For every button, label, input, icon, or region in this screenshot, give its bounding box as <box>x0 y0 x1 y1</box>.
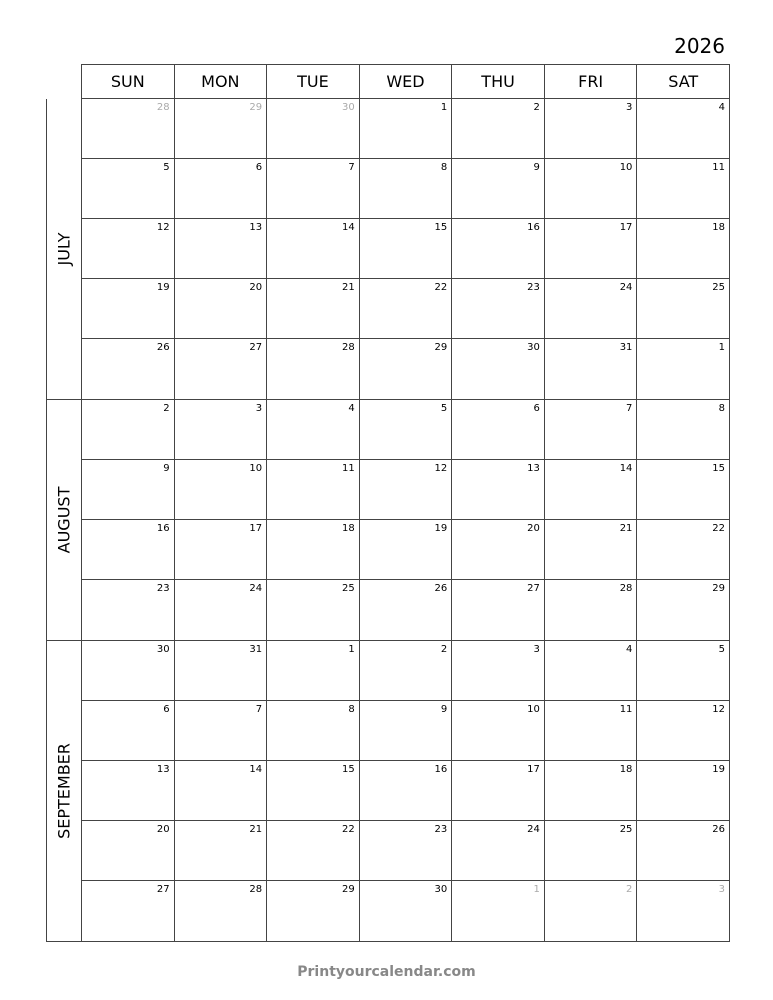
day-number: 9 <box>533 162 540 173</box>
day-cell <box>267 821 360 881</box>
day-number: 25 <box>619 824 633 835</box>
day-number: 18 <box>619 764 633 775</box>
weekday-header-tue: TUE <box>267 65 360 99</box>
day-cell <box>637 219 730 279</box>
day-number: 5 <box>718 644 725 655</box>
day-cell <box>545 339 638 399</box>
day-number: 13 <box>156 764 170 775</box>
day-number: 10 <box>527 704 540 715</box>
month-day-grid <box>82 99 730 399</box>
weekday-header-row <box>81 64 730 99</box>
day-cell <box>545 279 638 339</box>
day-number: 7 <box>626 403 633 414</box>
day-number: 30 <box>156 644 170 655</box>
day-number: 7 <box>348 162 355 173</box>
day-number: 1 <box>533 884 540 895</box>
day-cell <box>360 881 453 941</box>
day-number: 17 <box>249 523 263 534</box>
day-number: 19 <box>156 282 170 293</box>
day-number: 26 <box>434 583 448 594</box>
day-number: 17 <box>527 764 540 775</box>
day-cell <box>545 821 638 881</box>
weekday-header-thu: THU <box>452 65 545 99</box>
month-label-column <box>47 400 82 640</box>
day-cell <box>545 159 638 219</box>
day-number: 20 <box>527 523 540 534</box>
month-day-grid <box>82 400 730 640</box>
day-number: 18 <box>341 523 355 534</box>
day-number: 27 <box>156 884 170 895</box>
day-number: 20 <box>156 824 170 835</box>
day-number: 9 <box>440 704 448 715</box>
day-number: 25 <box>712 282 725 293</box>
day-number: 21 <box>619 523 633 534</box>
day-number: 28 <box>619 583 633 594</box>
day-cell <box>360 460 453 520</box>
day-cell <box>175 761 268 821</box>
day-number: 1 <box>348 644 355 655</box>
day-number: 6 <box>533 403 540 414</box>
day-cell <box>637 400 730 460</box>
day-cell <box>82 159 175 219</box>
day-cell <box>545 520 638 580</box>
day-number: 10 <box>619 162 633 173</box>
day-cell <box>545 99 638 159</box>
day-number: 13 <box>249 222 263 233</box>
day-cell <box>267 400 360 460</box>
day-cell <box>545 641 638 701</box>
day-cell <box>545 219 638 279</box>
day-number: 11 <box>712 162 725 173</box>
day-number: 2 <box>440 644 448 655</box>
day-number: 2 <box>533 102 540 113</box>
day-cell <box>82 761 175 821</box>
month-label: AUGUST <box>54 486 74 554</box>
day-number: 3 <box>255 403 263 414</box>
day-cell <box>82 641 175 701</box>
day-number: 6 <box>163 704 170 715</box>
day-number: 1 <box>718 342 725 353</box>
day-cell <box>452 580 545 640</box>
day-number: 4 <box>626 644 633 655</box>
day-number: 30 <box>341 102 355 113</box>
day-number: 5 <box>440 403 448 414</box>
day-cell <box>82 99 175 159</box>
day-cell <box>175 99 268 159</box>
day-cell <box>545 580 638 640</box>
day-cell <box>175 881 268 941</box>
day-cell <box>545 761 638 821</box>
day-number: 11 <box>619 704 633 715</box>
day-number: 2 <box>626 884 633 895</box>
day-number: 30 <box>527 342 540 353</box>
day-cell <box>175 701 268 761</box>
day-number: 14 <box>249 764 263 775</box>
day-number: 10 <box>249 463 263 474</box>
day-number: 22 <box>434 282 448 293</box>
day-number: 28 <box>249 884 263 895</box>
day-cell <box>452 159 545 219</box>
day-cell <box>175 400 268 460</box>
day-number: 12 <box>434 463 448 474</box>
day-number: 21 <box>249 824 263 835</box>
day-number: 22 <box>341 824 355 835</box>
month-label: SEPTEMBER <box>54 743 74 839</box>
day-cell <box>175 279 268 339</box>
day-cell <box>637 460 730 520</box>
day-number: 4 <box>348 403 355 414</box>
day-number: 23 <box>156 583 170 594</box>
day-cell <box>82 460 175 520</box>
day-cell <box>82 279 175 339</box>
day-number: 30 <box>434 884 448 895</box>
day-number: 19 <box>712 764 725 775</box>
day-cell <box>175 219 268 279</box>
day-number: 13 <box>527 463 540 474</box>
day-cell <box>452 339 545 399</box>
day-cell <box>360 339 453 399</box>
day-number: 24 <box>527 824 540 835</box>
day-number: 29 <box>712 583 725 594</box>
day-number: 20 <box>249 282 263 293</box>
day-number: 31 <box>619 342 633 353</box>
day-cell <box>267 520 360 580</box>
day-number: 3 <box>718 884 725 895</box>
day-cell <box>175 520 268 580</box>
day-cell <box>360 219 453 279</box>
day-cell <box>452 881 545 941</box>
day-cell <box>267 339 360 399</box>
day-cell <box>545 460 638 520</box>
day-cell <box>637 641 730 701</box>
day-number: 26 <box>156 342 170 353</box>
day-number: 18 <box>712 222 725 233</box>
weekday-header-mon: MON <box>175 65 268 99</box>
day-cell <box>175 339 268 399</box>
weekday-header-sat: SAT <box>637 65 730 99</box>
day-cell <box>545 881 638 941</box>
day-cell <box>637 99 730 159</box>
day-number: 16 <box>527 222 540 233</box>
day-cell <box>175 460 268 520</box>
day-cell <box>360 761 453 821</box>
day-number: 24 <box>619 282 633 293</box>
day-cell <box>637 520 730 580</box>
day-cell <box>82 520 175 580</box>
day-cell <box>360 580 453 640</box>
day-cell <box>82 580 175 640</box>
day-cell <box>452 219 545 279</box>
day-number: 15 <box>341 764 355 775</box>
day-number: 22 <box>712 523 725 534</box>
day-number: 29 <box>249 102 263 113</box>
month-label: JULY <box>54 232 74 266</box>
day-number: 24 <box>249 583 263 594</box>
day-cell <box>360 99 453 159</box>
day-cell <box>82 821 175 881</box>
day-cell <box>637 279 730 339</box>
day-number: 25 <box>341 583 355 594</box>
day-number: 15 <box>434 222 448 233</box>
day-number: 9 <box>163 463 170 474</box>
weekday-header-sun: SUN <box>82 65 175 99</box>
month-label-column <box>47 641 82 941</box>
weekday-header-fri: FRI <box>545 65 638 99</box>
day-number: 29 <box>341 884 355 895</box>
day-number: 29 <box>434 342 448 353</box>
day-number: 8 <box>348 704 355 715</box>
day-cell <box>452 460 545 520</box>
month-label-column <box>47 99 82 399</box>
day-cell <box>637 580 730 640</box>
day-number: 7 <box>255 704 263 715</box>
day-cell <box>452 520 545 580</box>
day-number: 5 <box>163 162 170 173</box>
day-number: 6 <box>255 162 263 173</box>
day-number: 11 <box>341 463 355 474</box>
day-cell <box>267 580 360 640</box>
footer-brand: Printyourcalendar.com <box>297 964 476 980</box>
day-cell <box>452 821 545 881</box>
day-cell <box>267 279 360 339</box>
weekday-header-wed: WED <box>360 65 453 99</box>
day-number: 8 <box>440 162 448 173</box>
day-number: 3 <box>533 644 540 655</box>
day-number: 16 <box>434 764 448 775</box>
day-number: 12 <box>712 704 725 715</box>
day-cell <box>360 159 453 219</box>
day-cell <box>452 279 545 339</box>
day-number: 28 <box>156 102 170 113</box>
day-cell <box>267 99 360 159</box>
day-cell <box>82 400 175 460</box>
day-number: 28 <box>341 342 355 353</box>
day-cell <box>452 641 545 701</box>
month-block-september <box>46 641 730 942</box>
day-number: 3 <box>626 102 633 113</box>
day-number: 23 <box>434 824 448 835</box>
day-cell <box>82 881 175 941</box>
month-block-august <box>46 400 730 641</box>
day-cell <box>267 460 360 520</box>
day-number: 14 <box>619 463 633 474</box>
day-cell <box>637 761 730 821</box>
day-cell <box>637 159 730 219</box>
day-cell <box>267 881 360 941</box>
day-cell <box>175 641 268 701</box>
day-number: 2 <box>163 403 170 414</box>
day-number: 14 <box>341 222 355 233</box>
day-cell <box>360 701 453 761</box>
day-cell <box>452 701 545 761</box>
day-cell <box>360 821 453 881</box>
day-number: 1 <box>440 102 448 113</box>
day-cell <box>360 279 453 339</box>
day-number: 15 <box>712 463 725 474</box>
day-cell <box>360 641 453 701</box>
day-cell <box>175 821 268 881</box>
day-cell <box>360 520 453 580</box>
day-number: 17 <box>619 222 633 233</box>
year-title: 2026 <box>674 34 725 58</box>
day-cell <box>175 159 268 219</box>
day-number: 4 <box>718 102 725 113</box>
day-cell <box>267 701 360 761</box>
day-number: 12 <box>156 222 170 233</box>
day-cell <box>545 400 638 460</box>
day-number: 8 <box>718 403 725 414</box>
day-cell <box>637 339 730 399</box>
day-cell <box>452 761 545 821</box>
day-cell <box>267 761 360 821</box>
month-day-grid <box>82 641 730 941</box>
day-cell <box>360 400 453 460</box>
day-number: 23 <box>527 282 540 293</box>
day-cell <box>637 881 730 941</box>
day-number: 27 <box>249 342 263 353</box>
month-block-july <box>46 99 730 400</box>
day-cell <box>452 400 545 460</box>
day-number: 31 <box>249 644 263 655</box>
day-cell <box>637 821 730 881</box>
day-cell <box>82 339 175 399</box>
day-cell <box>175 580 268 640</box>
day-number: 19 <box>434 523 448 534</box>
day-cell <box>545 701 638 761</box>
day-cell <box>452 99 545 159</box>
day-number: 26 <box>712 824 725 835</box>
calendar-months <box>46 99 730 942</box>
day-cell <box>637 701 730 761</box>
day-cell <box>267 219 360 279</box>
day-cell <box>267 641 360 701</box>
day-number: 16 <box>156 523 170 534</box>
day-cell <box>82 701 175 761</box>
day-cell <box>267 159 360 219</box>
day-number: 21 <box>341 282 355 293</box>
day-number: 27 <box>527 583 540 594</box>
day-cell <box>82 219 175 279</box>
